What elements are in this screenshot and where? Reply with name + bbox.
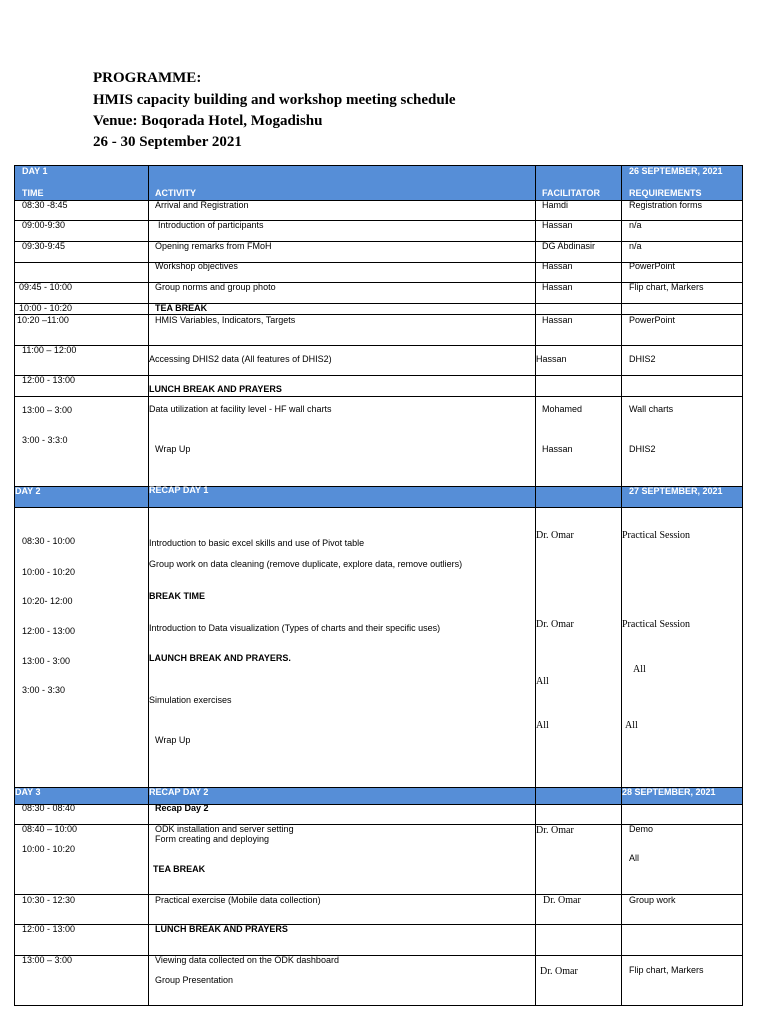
day3-activity: ODK installation and server setting [155,824,294,834]
day2-requirements: Practical Session [622,530,691,541]
day1-facilitator: Hassan [542,315,573,325]
day1-facilitator: Hassan [542,220,573,230]
venue-line: Venue: Boqorada Hotel, Mogadishu [93,113,323,129]
day1-activity: Accessing DHIS2 data (All features of DHIS2) [149,354,332,364]
row-rule [14,507,743,508]
day3-activity: Recap Day 2 [155,803,209,813]
day2-break: LAUNCH BREAK AND PRAYERS. [149,653,291,663]
day3-facilitator: Dr. Omar [536,825,574,836]
day2-time: 3:00 - 3:30 [22,685,66,695]
day1-requirements: Registration forms [629,200,703,210]
day1-activity: Group norms and group photo [155,282,276,292]
day2-requirements: All [633,664,646,675]
day3-date: 28 SEPTEMBER, 2021 [622,787,716,797]
day1-requirements: DHIS2 [629,354,656,364]
day2-activity: Introduction to Data visualization (Types of charts and their specific uses) [149,623,441,633]
day1-label: DAY 1 [22,166,48,176]
col-header-requirements: REQUIREMENTS [629,188,702,198]
day2-time: 10:00 - 10:20 [22,567,76,577]
col-header-facilitator: FACILITATOR [542,188,600,198]
day2-time: 13:00 - 3:00 [22,656,71,666]
row-rule [14,396,743,397]
day2-break: BREAK TIME [149,591,205,601]
day1-requirements: n/a [629,220,642,230]
day1-time: 09:00-9:30 [22,220,66,230]
col-header-activity: ACTIVITY [155,188,197,198]
schedule-title: HMIS capacity building and workshop meeting schedule [93,92,456,108]
day3-break: LUNCH BREAK AND PRAYERS [155,924,288,934]
day1-date: 26 SEPTEMBER, 2021 [629,166,723,176]
day1-time: 10:20 –11:00 [17,315,69,325]
day1-activity: HMIS Variables, Indicators, Targets [155,315,296,325]
day3-recap: RECAP DAY 2 [149,787,209,797]
day1-requirements: PowerPoint [629,315,676,325]
day1-break: LUNCH BREAK AND PRAYERS [149,384,282,394]
day1-time: 3:00 - 3:3:0 [22,435,68,445]
column-divider [621,165,622,1006]
day3-activity: Practical exercise (Mobile data collection) [155,895,321,905]
day3-facilitator: Dr. Omar [540,966,578,977]
day1-time: 09:45 - 10:00 [19,282,73,292]
day2-facilitator: Dr. Omar [536,619,574,630]
column-divider [535,165,536,1006]
row-rule [14,345,743,346]
day1-requirements: Wall charts [629,404,674,414]
day1-time: 12:00 - 13:00 [22,375,76,385]
day3-time: 10:00 - 10:20 [22,844,76,854]
day1-facilitator: Hamdi [542,200,569,210]
row-rule [14,804,743,805]
day2-date: 27 SEPTEMBER, 2021 [629,486,723,496]
day3-requirements: Flip chart, Markers [629,965,704,975]
day2-activity: Introduction to basic excel skills and use of Pivot table [149,538,365,548]
day1-facilitator: DG Abdinasir [542,241,596,251]
day2-requirements: All [625,720,638,731]
row-rule [14,955,743,956]
day1-facilitator: Hassan [542,282,573,292]
day1-activity: Data utilization at facility level - HF wall charts [149,404,332,414]
day2-time: 10:20- 12:00 [22,596,73,606]
table-border-right [742,165,743,1006]
day1-activity: Opening remarks from FMoH [155,241,272,251]
day3-activity: Viewing data collected on the ODK dashboard [155,955,339,965]
day2-time: 12:00 - 13:00 [22,626,76,636]
table-border-bottom [14,1005,743,1006]
table-border-left [14,165,15,1006]
day1-activity: Introduction of participants [158,220,264,230]
day2-facilitator: All [536,676,549,687]
row-rule [14,924,743,925]
day1-time: 09:30-9:45 [22,241,66,251]
day2-activity: Simulation exercises [149,695,232,705]
day3-time: 08:40 – 10:00 [22,824,78,834]
day1-time: 10:00 - 10:20 [19,303,73,313]
day3-activity: Group Presentation [155,975,234,985]
day3-time: 13:00 – 3:00 [22,955,73,965]
day1-requirements: DHIS2 [629,444,656,454]
day1-facilitator: Hassan [542,261,573,271]
day3-time: 10:30 - 12:30 [22,895,76,905]
day1-facilitator: Hassan [542,444,573,454]
day1-facilitator: Hassan [536,354,567,364]
day3-facilitator: Dr. Omar [543,895,581,906]
col-header-time: TIME [22,188,44,198]
day1-activity: Wrap Up [155,444,191,454]
day2-activity: Group work on data cleaning (remove duplicate, explore data, remove outliers) [149,559,463,569]
day1-activity: Arrival and Registration [155,200,249,210]
day1-break: TEA BREAK [155,303,208,313]
day2-time: 08:30 - 10:00 [22,536,76,546]
day1-requirements: n/a [629,241,642,251]
day2-facilitator: Dr. Omar [536,530,574,541]
day1-time: 13:00 – 3:00 [22,405,73,415]
day1-time: 08:30 -8:45 [22,200,68,210]
day3-requirements: All [629,853,640,863]
day3-requirements: Demo [629,824,654,834]
day1-requirements: Flip chart, Markers [629,282,704,292]
day3-label: DAY 3 [15,787,41,797]
day3-time: 08:30 - 08:40 [22,803,76,813]
day1-activity: Workshop objectives [155,261,238,271]
row-rule [14,303,743,304]
day1-time: 11:00 – 12:00 [22,345,77,355]
programme-label: PROGRAMME: [93,70,202,86]
row-rule [14,375,743,376]
day2-requirements: Practical Session [622,619,691,630]
day2-activity: Wrap Up [155,735,191,745]
day3-requirements: Group work [629,895,676,905]
date-range: 26 - 30 September 2021 [93,134,242,150]
column-divider [148,165,149,1006]
day1-requirements: PowerPoint [629,261,676,271]
day3-time: 12:00 - 13:00 [22,924,76,934]
day2-facilitator: All [536,720,549,731]
day2-label: DAY 2 [15,486,41,496]
day3-break: TEA BREAK [153,864,206,874]
day1-facilitator: Mohamed [542,404,583,414]
day2-recap: RECAP DAY 1 [149,485,209,495]
day3-activity: Form creating and deploying [155,834,270,844]
